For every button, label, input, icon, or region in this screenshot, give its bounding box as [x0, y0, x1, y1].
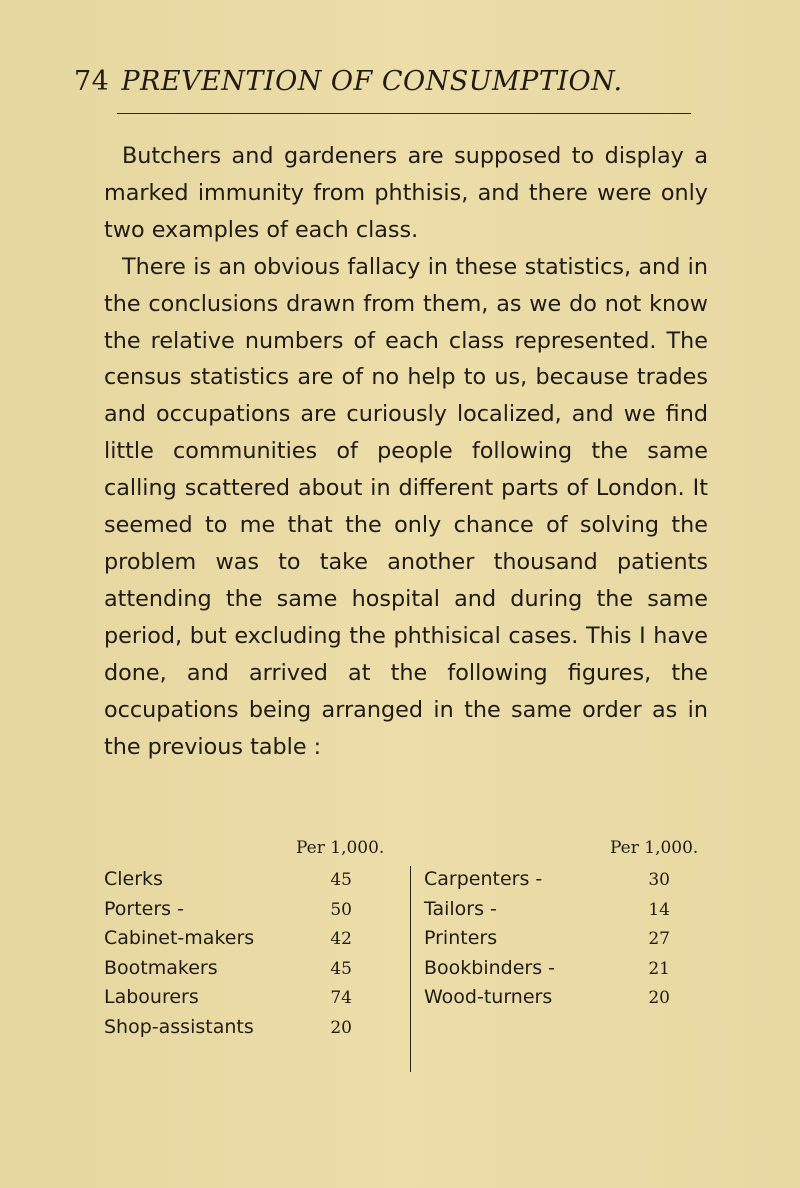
unit-header: Per 1,000. — [296, 838, 385, 858]
rate-value: 30 — [648, 870, 670, 890]
running-title: PREVENTION OF CONSUMPTION. — [121, 66, 623, 97]
body-text — [104, 138, 708, 765]
table-row — [104, 898, 394, 928]
table-row — [104, 868, 394, 898]
table-row — [424, 898, 708, 928]
paragraph: Butchers and gardeners are supposed to display a marked immunity from phthisis, and there were only two examples of each class. — [104, 143, 708, 243]
rate-value: 20 — [648, 988, 670, 1008]
occupation-label: Shop-assistants — [104, 1015, 254, 1038]
table-row — [424, 986, 708, 1016]
table-rows — [104, 868, 394, 1045]
occupation-label: Labourers — [104, 986, 199, 1008]
occupation-label: Cabinet-makers — [104, 927, 255, 949]
table-row — [424, 868, 708, 898]
paragraph: There is an obvious fallacy in these statistics, and in the conclusions drawn from them, as we do not know the relative numbers of each class represented. The census statistics are of no help to us, because trades and occupations are curiously localized, and we find little communities of people following the same calling scattered about in different parts of London. It seemed to me that the only chance of solving the problem was to take another thousand patients attending the same hospital and during the same period, but excluding the phthisical cases. This I have done, and arrived at the following figures, the occupations being arranged in the same order as in the previous table : — [104, 253, 708, 760]
occupation-label: Wood-turners — [424, 986, 553, 1008]
table-rows — [424, 868, 708, 1016]
occupation-label: Bookbinders - — [424, 956, 556, 979]
rate-value: 45 — [330, 870, 352, 890]
rate-value: 21 — [648, 958, 670, 979]
table-row — [424, 957, 708, 987]
header-rule — [117, 113, 691, 114]
table-row — [104, 1016, 394, 1046]
rate-value: 45 — [330, 958, 352, 979]
occupation-label: Clerks — [104, 868, 163, 890]
table-row — [104, 957, 394, 987]
rate-value: 20 — [330, 1017, 352, 1038]
page-number: 74 — [74, 66, 110, 97]
rate-value: 42 — [330, 929, 352, 949]
occupation-label: Bootmakers — [104, 956, 218, 979]
rate-value: 27 — [648, 929, 670, 949]
occupation-label: Printers — [424, 927, 498, 949]
occupation-table — [104, 838, 708, 1038]
table-row — [424, 927, 708, 957]
rate-value: 74 — [330, 988, 352, 1008]
table-row — [104, 986, 394, 1016]
running-head — [74, 66, 623, 97]
occupation-label: Porters - — [104, 897, 184, 920]
table-row — [104, 927, 394, 957]
column-divider — [410, 866, 411, 1072]
rate-value: 14 — [648, 899, 670, 920]
rate-value: 50 — [330, 899, 352, 920]
unit-header: Per 1,000. — [610, 838, 699, 858]
occupation-label: Carpenters - — [424, 868, 543, 890]
occupation-label: Tailors - — [424, 897, 497, 920]
